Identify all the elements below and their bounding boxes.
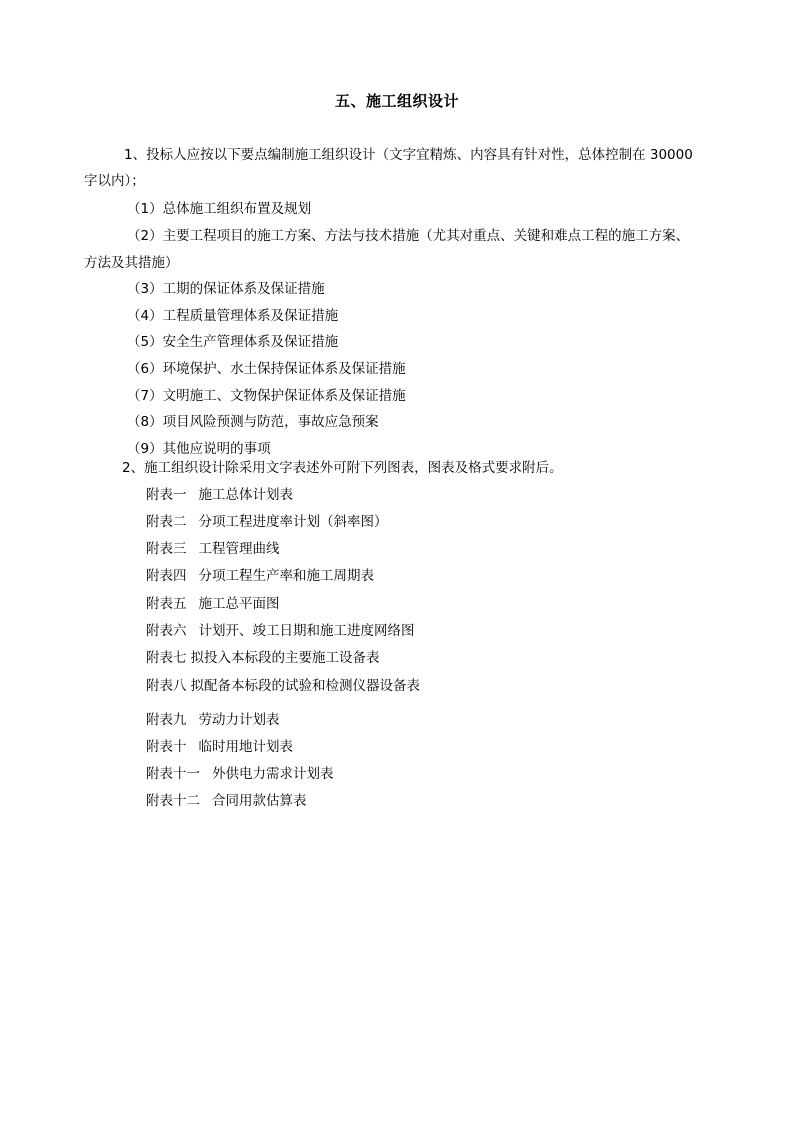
- attachment-item: [146, 649, 380, 667]
- list-item: （8）项目风险预测与防范，事故应急预案: [127, 414, 379, 430]
- attachment-name: 施工总体计划表: [198, 487, 293, 503]
- list-item-continuation: 方法及其措施）: [84, 255, 179, 271]
- attachment-number: 附表八: [146, 678, 187, 694]
- attachment-name: 拟投入本标段的主要施工设备表: [190, 650, 380, 666]
- attachment-number: 附表七: [146, 650, 187, 666]
- attachment-item: [146, 486, 293, 504]
- attachment-name: 外供电力需求计划表: [212, 766, 334, 782]
- attachment-name: 拟配备本标段的试验和检测仪器设备表: [190, 678, 420, 694]
- attachment-number: 附表十二: [146, 793, 200, 809]
- list-item: （9）其他应说明的事项: [127, 441, 271, 457]
- attachment-item: [146, 738, 293, 756]
- list-item: （2）主要工程项目的施工方案、方法与技术措施（尤其对重点、关键和难点工程的施工方案、: [127, 228, 690, 244]
- attachment-name: 合同用款估算表: [212, 793, 307, 809]
- attachment-number: 附表四: [146, 568, 187, 584]
- attachment-item: [146, 622, 415, 640]
- intro-line-1: 1、投标人应按以下要点编制施工组织设计（文字宜精炼、内容具有针对性，总体控制在 30000: [124, 147, 693, 163]
- attachment-number: 附表五: [146, 596, 187, 612]
- attachment-item: [146, 677, 420, 695]
- list-item: （6）环境保护、水土保持保证体系及保证措施: [127, 361, 406, 377]
- attachment-item: [146, 765, 334, 783]
- attachment-number: 附表三: [146, 541, 187, 557]
- attachment-item: [146, 792, 307, 810]
- attachment-item: [146, 540, 280, 558]
- attachment-name: 施工总平面图: [198, 596, 280, 612]
- list-item: （3）工期的保证体系及保证措施: [127, 281, 325, 297]
- attachment-name: 分项工程进度率计划（斜率图）: [198, 514, 388, 530]
- attachment-item: [146, 513, 388, 531]
- attachment-name: 计划开、竣工日期和施工进度网络图: [198, 623, 415, 639]
- list-item: （7）文明施工、文物保护保证体系及保证措施: [127, 388, 406, 404]
- list-item: （4）工程质量管理体系及保证措施: [127, 308, 339, 324]
- attachment-item: [146, 595, 280, 613]
- attachment-name: 临时用地计划表: [198, 739, 293, 755]
- list-item: （5）安全生产管理体系及保证措施: [127, 334, 339, 350]
- attachment-number: 附表九: [146, 712, 187, 728]
- list-item: （1）总体施工组织布置及规划: [127, 201, 312, 217]
- attachment-item: [146, 567, 374, 585]
- intro-line-2: 字以内）；: [84, 173, 145, 189]
- attachment-name: 分项工程生产率和施工周期表: [198, 568, 374, 584]
- page-title: 五、施工组织设计: [334, 92, 459, 110]
- attachment-number: 附表十: [146, 739, 187, 755]
- attachment-name: 工程管理曲线: [198, 541, 280, 557]
- attachment-number: 附表二: [146, 514, 187, 530]
- attachment-number: 附表一: [146, 487, 187, 503]
- section-2-text: 2、施工组织设计除采用文字表述外可附下列图表，图表及格式要求附后。: [122, 460, 563, 476]
- attachment-name: 劳动力计划表: [198, 712, 280, 728]
- attachment-item: [146, 711, 280, 729]
- attachment-number: 附表十一: [146, 766, 200, 782]
- attachment-number: 附表六: [146, 623, 187, 639]
